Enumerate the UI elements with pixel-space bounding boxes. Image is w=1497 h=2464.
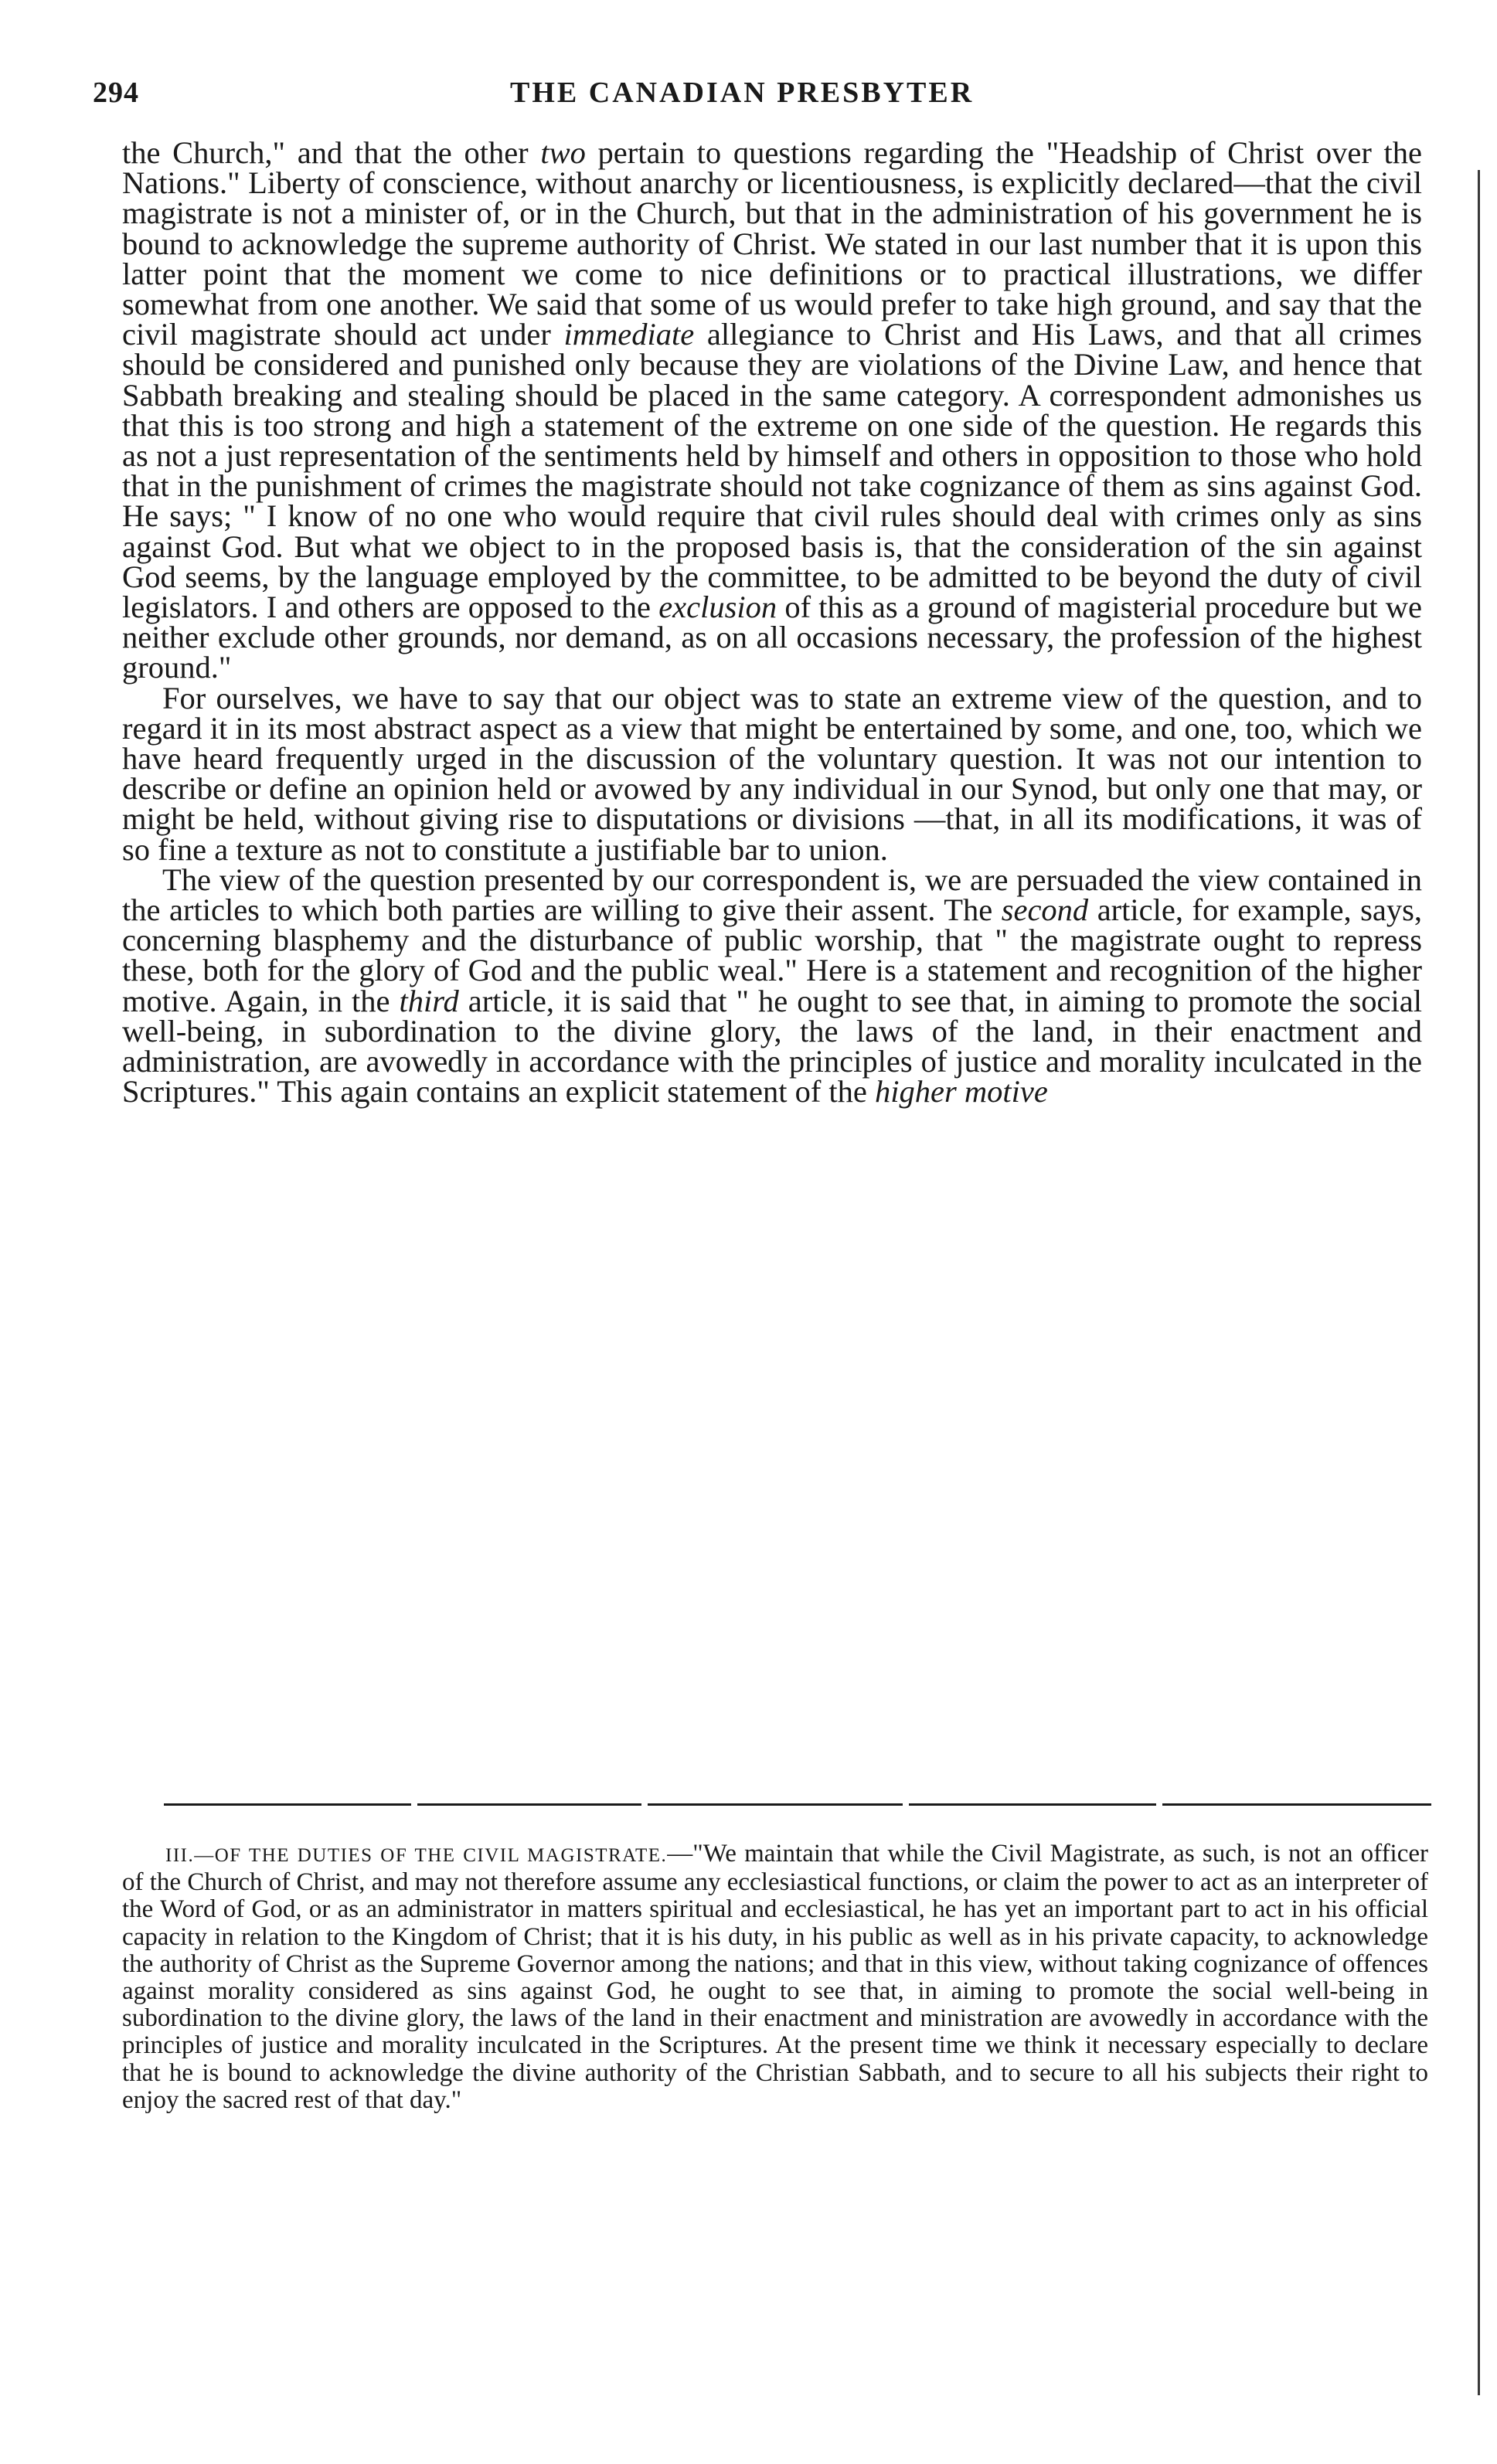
divider-segment [164,1803,411,1806]
footnote-heading: III.—OF THE DUTIES OF THE CIVIL MAGISTRATE. [165,1845,668,1866]
divider-segment [1162,1803,1431,1806]
paragraph-2: For ourselves, we have to say that our object was to state an extreme view of the question, and to regard it in its most abstract aspect as a view that might be entertained by some, and one, too, which we have heard frequently urged in the discussion of the voluntary question. It was not our intention to describe or define an opinion held or avowed by any individual in our Synod, but only one that may, or might be held, without giving rise to disputations or divisions —that, in all its modifications, it was of so fine a texture as not to constitute a justifiable bar to union. [122,680,1422,867]
divider-segment [417,1803,641,1806]
footnote-paragraph [122,1840,1428,2114]
margin-rule [1478,170,1480,2395]
footnote-text: —"We maintain that while the Civil Magistrate, as such, is not an officer of the Church of Christ, and may not therefore assume any ecclesiastical functions, or claim the power to act as an interpreter of the Word of God, or as an administrator in matters spiritual and ecclesiastical, he has yet an important part to act in his official capacity in relation to the Kingdom of Christ; that it is his duty, in his public as well as in his private capacity, to acknowledge the authority of Christ as the Supreme Governor among the nations; and that in this view, without taking cognizance of offences against morality considered as sins against God, he ought to see that, in aiming to promote the social well-being in subordination to the divine glory, the laws of the land in their enactment and ministration are avowedly in accordance with the principles of justice and morality inculcated in the Scriptures. At the present time we think it necessary especially to declare that he is bound to acknowledge the divine authority of the Christian Sabbath, and to secure to all his subjects their right to enjoy the sacred rest of that day." [122,1840,1429,2114]
divider-segment [648,1803,903,1806]
page-header [93,76,1422,122]
footnote-divider [164,1803,1431,1806]
footnote [122,1840,1428,2114]
article-body [122,135,1422,1110]
page-number: 294 [93,76,139,109]
paragraph-1: the Church," and that the other two pertain to questions regarding the "Headship of Christ over the Nations." Liberty of conscience, without anarchy or licentiousness, is explicitly declared—that the civil magistrate is not a minister of, or in the Church, but that in the administration of his government he is bound to acknowledge the supreme authority of Christ. We stated in our last number that it is upon this latter point that the moment we come to nice definitions or to practical illustrations, we differ somewhat from one another. We said that some of us would prefer to take high ground, and say that the civil magistrate should act under immediate allegiance to Christ and His Laws, and that all crimes should be considered and punished only because they are violations of the Divine Law, and hence that Sabbath breaking and stealing should be placed in the same category. A correspondent admonishes us that this is too strong and high a statement of the extreme on one side of the question. He regards this as not a just representation of the sentiments held by himself and others in opposition to those who hold that in the punishment of crimes the magistrate should not take cognizance of them as sins against God. He says; " I know of no one who would require that civil rules should deal with crimes only as sins against God. But what we object to in the proposed basis is, that the consideration of the sin against God seems, by the language employed by the committee, to be admitted to be beyond the duty of civil legislators. I and others are opposed to the exclusion of this as a ground of magisterial procedure but we neither exclude other grounds, nor demand, as on all occasions necessary, the profession of the highest ground." [122,135,1422,685]
running-title: THE CANADIAN PRESBYTER [510,76,975,109]
divider-segment [909,1803,1156,1806]
paragraph-3: The view of the question presented by our correspondent is, we are persuaded the view contained in the articles to which both parties are willing to give their assent. The second article, for example, says, concerning blasphemy and the disturbance of public worship, that " the magistrate ought to repress these, both for the glory of God and the public weal." Here is a statement and recognition of the higher motive. Again, in the third article, it is said that " he ought to see that, in aiming to promote the social well-being, in subordination to the divine glory, the laws of the land, in their enactment and administration, are avowedly in accordance with the principles of justice and morality inculcated in the Scriptures." This again contains an explicit statement of the higher motive [122,862,1422,1110]
